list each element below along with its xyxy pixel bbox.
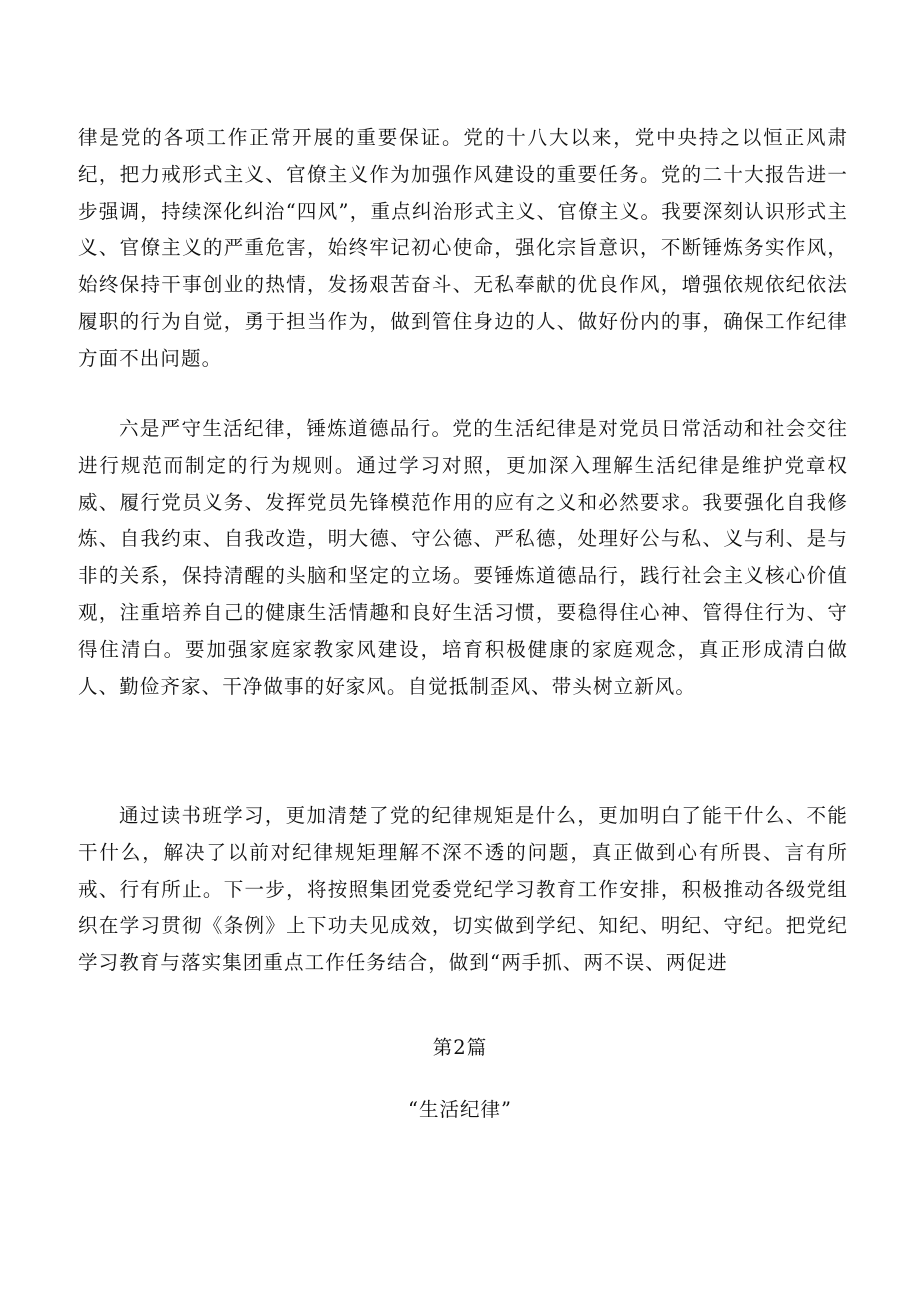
section-title: “生活纪律” xyxy=(408,1098,512,1121)
paragraph-work-discipline: 律是党的各项工作正常开展的重要保证。党的十八大以来，党中央持之以恒正风肃纪，把力戒形式主义、官僚主义作为加强作风建设的重要任务。党的二十大报告进一步强调，持续深化纠治“四风”，重点纠治形式主义、官僚主义。我要深刻认识形式主义、官僚主义的严重危害，始终牢记初心使命，强化宗旨意识，不断锤炼务实作风，始终保持干事创业的热情，发扬艰苦奋斗、无私奉献的优良作风，增强依规依纪依法履职的行为自觉，勇于担当作为，做到管住身边的人、做好份内的事，确保工作纪律方面不出问题。 xyxy=(78,126,848,370)
section-label: 第2篇 xyxy=(432,1036,488,1059)
paragraph-study-summary: 通过读书班学习，更加清楚了党的纪律规矩是什么，更加明白了能干什么、不能干什么，解决了以前对纪律规矩理解不深不透的问题，真正做到心有所畏、言有所戒、行有所止。下一步，将按照集团党委党纪学习教育工作安排，积极推动各级党组织在学习贯彻《条例》上下功夫见成效，切实做到学纪、知纪、明纪、守纪。把党纪学习教育与落实集团重点工作任务结合，做到“两手抓、两不误、两促进 xyxy=(78,804,848,975)
paragraph-life-discipline: 六是严守生活纪律，锤炼道德品行。党的生活纪律是对党员日常活动和社会交往进行规范而制定的行为规则。通过学习对照，更加深入理解生活纪律是维护党章权威、履行党员义务、发挥党员先锋模范作用的应有之义和必然要求。我要强化自我修炼、自我约束、自我改造，明大德、守公德、严私德，处理好公与私、义与利、是与非的关系，保持清醒的头脑和坚定的立场。要锤炼道德品行，践行社会主义核心价值观，注重培养自己的健康生活情趣和良好生活习惯，要稳得住心神、管得住行为、守得住清白。要加强家庭家教家风建设，培育积极健康的家庭观念，真正形成清白做人、勤俭齐家、干净做事的好家风。自觉抵制歪风、带头树立新风。 xyxy=(78,417,848,698)
